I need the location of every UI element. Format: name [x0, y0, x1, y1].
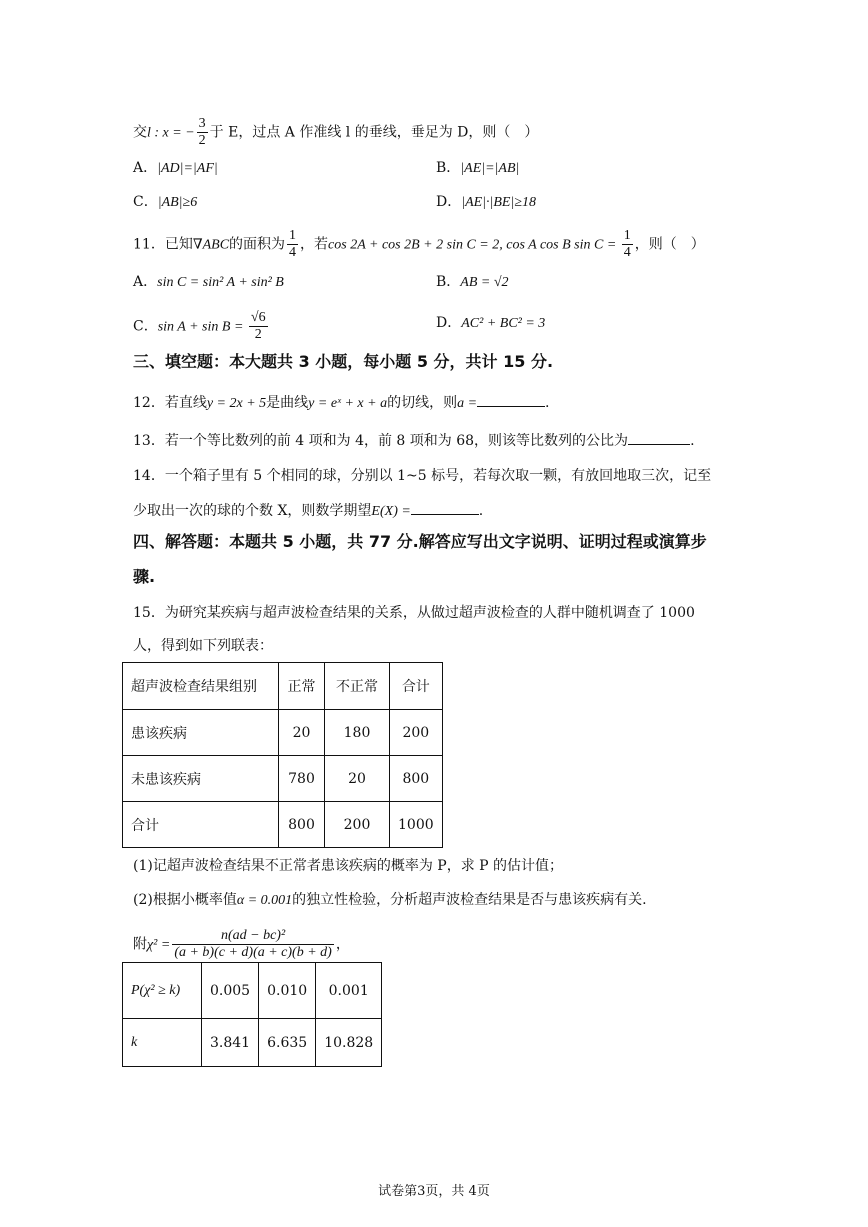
q13	[133, 430, 695, 451]
table-cell: 780	[279, 756, 325, 802]
q14-expectation: E(X) =	[371, 504, 411, 519]
table-row	[123, 1019, 382, 1067]
table-cell: 800	[390, 756, 443, 802]
q11-option-a	[133, 272, 284, 293]
q12-var: a =	[457, 396, 478, 411]
chi-fraction	[172, 928, 334, 961]
table-cell: k	[123, 1019, 202, 1067]
table-cell: 患该疾病	[123, 710, 279, 756]
q10-frac-den: 2	[198, 133, 206, 148]
q14-end: .	[478, 503, 484, 519]
table-row	[123, 756, 443, 802]
q15-appendix	[133, 928, 350, 961]
q15-alpha: α = 0.001	[236, 893, 293, 908]
table-cell: 1000	[390, 802, 443, 848]
q10-option-a	[133, 158, 218, 179]
table-cell: 10.828	[316, 1019, 382, 1067]
q12-end1: 的切线，则	[387, 395, 458, 411]
q14-line2	[133, 500, 483, 522]
q10-prefix: 交	[133, 124, 147, 141]
answer-blank[interactable]	[477, 392, 545, 407]
table-cell: 合计	[123, 802, 279, 848]
q11-option-d	[436, 313, 545, 334]
q10-option-c	[133, 192, 197, 213]
option-math: AC² + BC² = 3	[461, 316, 546, 331]
option-label: A．	[133, 274, 158, 290]
q11-triangle: ABC	[202, 237, 230, 253]
table-header: 正常	[279, 663, 325, 710]
option-math: |AB|≥6	[157, 195, 198, 210]
table-cell: 20	[279, 710, 325, 756]
q11-text-if: ，若	[300, 236, 329, 253]
table-cell: 20	[325, 756, 390, 802]
q12	[133, 392, 550, 414]
q15-part2-b: 的独立性检验，分析超声波检查结果是否与患该疾病有关.	[292, 892, 647, 908]
q11-condition: cos 2A + cos 2B + 2 sin C = 2, cos A cos B sin C =	[328, 237, 620, 253]
table-cell: 3.841	[202, 1019, 259, 1067]
q12-end2: .	[545, 395, 550, 411]
q10-directrix-eq: l : x = −	[147, 125, 195, 141]
q15-part2	[133, 890, 647, 911]
q12-mid: 是曲线	[266, 395, 309, 411]
option-label: B．	[436, 274, 461, 290]
option-label: C．	[133, 318, 158, 335]
q11-stem	[133, 228, 705, 261]
section4-title-line1: 四、解答题：本题共 5 小题，共 77 分.解答应写出文字说明、证明过程或演算步	[133, 532, 707, 551]
option-label: D．	[436, 194, 462, 210]
table-header: 不正常	[325, 663, 390, 710]
table-row	[123, 802, 443, 848]
q12-prefix: 12．若直线	[133, 395, 207, 411]
frac-den: 2	[254, 327, 262, 342]
appendix-label: 附	[133, 936, 147, 953]
contingency-table	[122, 662, 443, 848]
table-cell: 0.005	[202, 963, 259, 1019]
option-math: |AD|=|AF|	[157, 161, 218, 176]
table-cell: 6.635	[259, 1019, 316, 1067]
q12-line-eq: y = 2x + 5	[206, 396, 267, 411]
table-row	[123, 710, 443, 756]
table-cell: 未患该疾病	[123, 756, 279, 802]
page-footer: 试卷第3页，共 4页	[378, 1184, 490, 1199]
option-math: |AE|·|BE|≥18	[461, 195, 537, 210]
chi-lhs: χ² =	[147, 937, 171, 953]
q10-option-b	[436, 158, 519, 179]
q11-option-c	[133, 310, 270, 343]
chi-den: (a + b)(c + d)(a + c)(b + d)	[174, 945, 332, 960]
option-label: D．	[436, 315, 462, 331]
option-math: |AE|=|AB|	[460, 161, 520, 176]
option-math: AB = √2	[460, 275, 509, 290]
q11-prefix: 11．已知∇	[133, 236, 203, 253]
critical-value-table	[122, 962, 382, 1067]
answer-blank[interactable]	[411, 500, 479, 515]
q13-end: .	[690, 433, 695, 449]
section4-title-line2: 骤.	[133, 567, 156, 586]
answer-blank[interactable]	[628, 430, 690, 445]
q11-area-fraction	[287, 228, 298, 261]
frac-den: 4	[623, 245, 631, 260]
frac-num: 1	[289, 228, 297, 243]
table-cell: 200	[390, 710, 443, 756]
q10-option-d	[436, 192, 536, 213]
q12-curve-eq: y = eˣ + x + a	[308, 396, 388, 411]
chi-num: n(ad − bc)²	[172, 928, 334, 945]
q10-frac-num: 3	[198, 116, 206, 131]
q10-text: 于 E，过点 A 作准线 l 的垂线，垂足为 D，则（ ）	[209, 124, 539, 141]
q11-text-end: ，则（ ）	[634, 236, 705, 253]
q14-text: 少取出一次的球的个数 X，则数学期望	[133, 503, 372, 519]
table-cell: 0.001	[316, 963, 382, 1019]
q11-option-b	[436, 272, 509, 293]
q15-part2-a: (2)根据小概率值	[133, 892, 237, 908]
option-math: sin C = sin² A + sin² B	[157, 275, 284, 290]
table-row	[123, 963, 382, 1019]
q15-part1: (1)记超声波检查结果不正常者患该疾病的概率为 P，求 P 的估计值；	[133, 858, 564, 874]
q10-line	[133, 116, 538, 149]
table-cell: P(χ² ≥ k)	[123, 963, 202, 1019]
option-math: sin A + sin B =	[157, 319, 247, 335]
option-fraction	[249, 310, 268, 343]
table-cell: 180	[325, 710, 390, 756]
table-header: 合计	[390, 663, 443, 710]
q15-line1: 15．为研究某疾病与超声波检查结果的关系，从做过超声波检查的人群中随机调查了 1000	[133, 605, 695, 621]
table-cell: 0.010	[259, 963, 316, 1019]
q11-cond-fraction	[622, 228, 633, 261]
frac-num: √6	[250, 310, 266, 325]
q14-line1: 14．一个箱子里有 5 个相同的球，分别以 1~5 标号，若每次取一颗，有放回地取三次，记至	[133, 468, 712, 484]
table-header-row	[123, 663, 443, 710]
table-header: 超声波检查结果组别	[123, 663, 279, 710]
frac-num: 1	[623, 228, 631, 243]
option-label: B．	[436, 160, 461, 176]
frac-den: 4	[289, 245, 297, 260]
q10-fraction	[197, 116, 208, 149]
table-cell: 200	[325, 802, 390, 848]
option-label: C．	[133, 194, 158, 210]
option-label: A．	[133, 160, 158, 176]
section3-title: 三、填空题：本大题共 3 小题，每小题 5 分，共计 15 分.	[133, 352, 554, 371]
q11-text-mid: 的面积为	[229, 236, 286, 253]
chi-tail: ，	[335, 936, 350, 953]
table-cell: 800	[279, 802, 325, 848]
q15-line2: 人，得到如下列联表：	[133, 638, 273, 654]
q13-text: 13．若一个等比数列的前 4 项和为 4，前 8 项和为 68，则该等比数列的公比为	[133, 433, 629, 449]
